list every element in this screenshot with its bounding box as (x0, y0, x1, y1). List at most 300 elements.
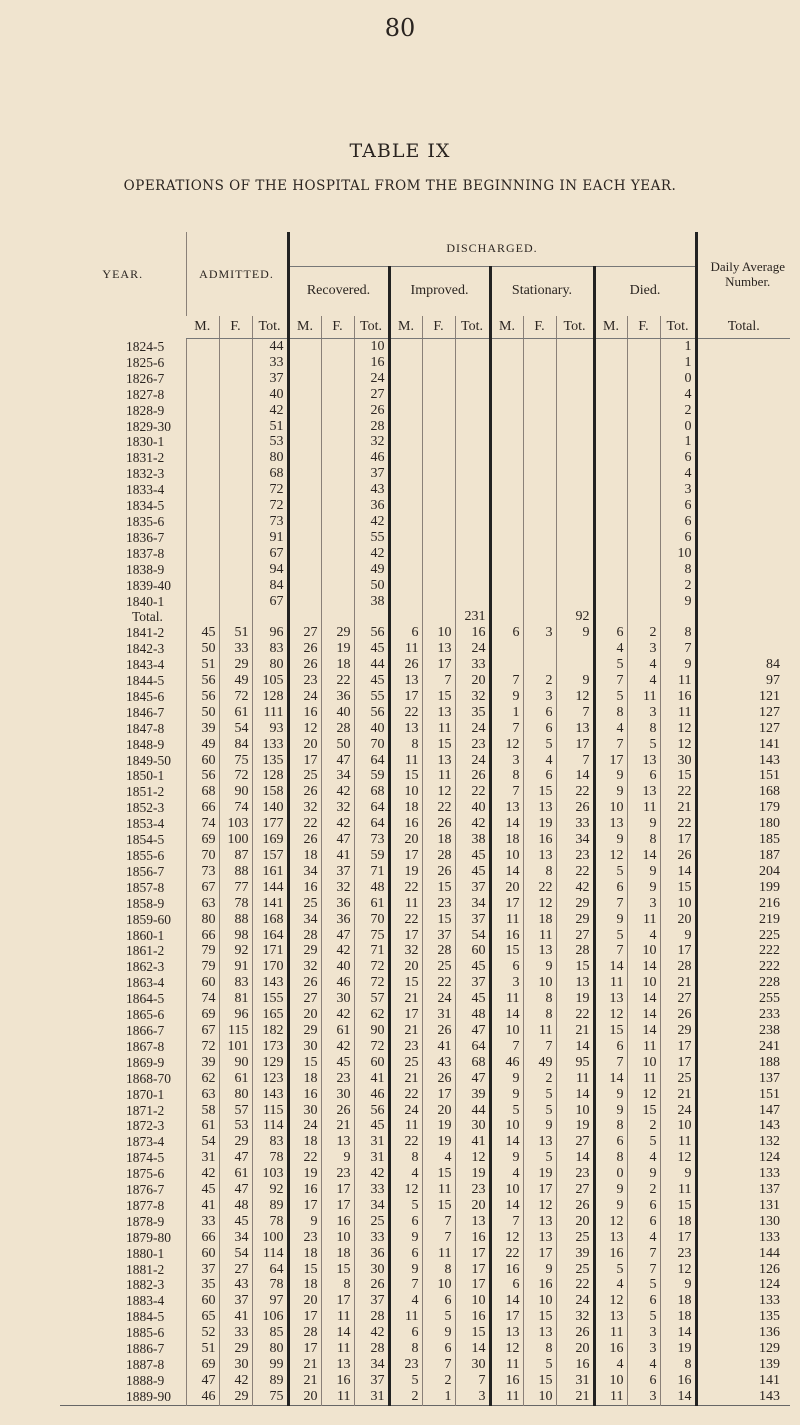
cell-admitted-tot: 40 (252, 387, 288, 403)
cell-improved-m: 20 (389, 959, 422, 975)
cell-admitted-tot: 37 (252, 371, 288, 387)
cell-stationary-f: 6 (523, 721, 556, 737)
cell-died-m: 4 (594, 641, 627, 657)
cell-improved-m (389, 562, 422, 578)
cell-daily-average: 238 (759, 1022, 780, 1038)
cell-improved-m: 5 (389, 1198, 422, 1214)
cell-recovered-f: 21 (321, 1118, 354, 1134)
cell-died-m: 11 (594, 1389, 627, 1405)
cell-daily-average: 241 (759, 1038, 780, 1054)
cell-improved-f: 41 (422, 1039, 455, 1055)
cell-recovered-f: 18 (321, 657, 354, 673)
cell-died-f: 5 (627, 1134, 660, 1150)
cell-improved-tot: 47 (455, 1071, 490, 1087)
cell-died-tot: 12 (660, 1262, 696, 1278)
cell-died-m: 14 (594, 1071, 627, 1087)
cell-died-f: 14 (627, 959, 660, 975)
cell-died-tot: 17 (660, 1055, 696, 1071)
cell-improved-tot: 64 (455, 1039, 490, 1055)
cell-died-f: 5 (627, 737, 660, 753)
cell-stationary-tot: 10 (556, 1103, 594, 1119)
cell-daily-average: 151 (759, 1086, 780, 1102)
cell-recovered-m: 20 (288, 737, 321, 753)
cell-year: 1871-2 (126, 1102, 165, 1118)
header-improved-m: M. (389, 316, 422, 339)
cell-died-m: 11 (594, 975, 627, 991)
table-row (60, 943, 790, 959)
cell-recovered-f: 36 (321, 689, 354, 705)
cell-improved-f (422, 355, 455, 371)
cell-admitted-f: 103 (219, 816, 252, 832)
cell-died-m: 16 (594, 1246, 627, 1262)
cell-admitted-m: 60 (186, 975, 219, 991)
cell-stationary-tot: 13 (556, 975, 594, 991)
table-row (60, 371, 790, 387)
cell-admitted-tot: 143 (252, 1087, 288, 1103)
cell-stationary-tot: 26 (556, 1198, 594, 1214)
cell-died-f: 11 (627, 1071, 660, 1087)
cell-admitted-m (186, 466, 219, 482)
cell-improved-m: 24 (389, 1103, 422, 1119)
cell-recovered-tot: 10 (354, 339, 389, 355)
cell-died-tot: 9 (660, 1166, 696, 1182)
table-subtitle: OPERATIONS OF THE HOSPITAL FROM THE BEGINNING IN EACH YEAR. (123, 178, 677, 194)
cell-died-f (627, 450, 660, 466)
cell-stationary-tot: 27 (556, 928, 594, 944)
header-recovered-tot: Tot. (354, 316, 389, 339)
table-row (60, 880, 790, 896)
table-row (60, 1277, 790, 1293)
cell-admitted-tot: 128 (252, 768, 288, 784)
cell-recovered-tot: 68 (354, 784, 389, 800)
cell-admitted-tot: 78 (252, 1214, 288, 1230)
cell-died-tot: 6 (660, 514, 696, 530)
table-row (60, 832, 790, 848)
cell-stationary-tot: 29 (556, 912, 594, 928)
cell-died-tot: 9 (660, 594, 696, 610)
cell-improved-f: 15 (422, 689, 455, 705)
cell-stationary-m: 14 (490, 1007, 523, 1023)
table-row (60, 355, 790, 371)
cell-recovered-tot: 31 (354, 1134, 389, 1150)
table-row (60, 482, 790, 498)
cell-recovered-m: 18 (288, 1071, 321, 1087)
cell-daily-average: 225 (759, 927, 780, 943)
cell-recovered-f: 47 (321, 928, 354, 944)
cell-year: 1875-6 (126, 1166, 165, 1182)
cell-died-m: 12 (594, 848, 627, 864)
cell-died-f: 5 (627, 1309, 660, 1325)
cell-died-m (594, 466, 627, 482)
cell-died-m: 5 (594, 689, 627, 705)
cell-died-f: 6 (627, 1293, 660, 1309)
cell-stationary-m (490, 434, 523, 450)
cell-admitted-f: 77 (219, 880, 252, 896)
cell-improved-f: 15 (422, 1166, 455, 1182)
cell-stationary-tot: 22 (556, 1007, 594, 1023)
cell-died-f: 13 (627, 753, 660, 769)
cell-improved-m: 21 (389, 1071, 422, 1087)
cell-year: 1888-9 (126, 1372, 165, 1388)
cell-died-tot: 6 (660, 450, 696, 466)
cell-improved-f: 28 (422, 848, 455, 864)
cell-died-f (627, 371, 660, 387)
cell-improved-tot: 42 (455, 816, 490, 832)
cell-improved-tot (455, 546, 490, 562)
cell-improved-f: 19 (422, 1134, 455, 1150)
cell-admitted-f: 43 (219, 1277, 252, 1293)
table-row (60, 1103, 790, 1119)
cell-stationary-tot: 42 (556, 880, 594, 896)
cell-stationary-m (490, 641, 523, 657)
cell-recovered-m: 23 (288, 673, 321, 689)
cell-improved-tot (455, 482, 490, 498)
cell-died-m (594, 498, 627, 514)
cell-stationary-m: 10 (490, 1023, 523, 1039)
cell-admitted-tot: 91 (252, 530, 288, 546)
cell-died-f: 3 (627, 705, 660, 721)
cell-stationary-m: 10 (490, 1182, 523, 1198)
header-admitted-m: M. (186, 316, 219, 339)
cell-admitted-m: 58 (186, 1103, 219, 1119)
cell-stationary-f (523, 514, 556, 530)
cell-year: 1866-7 (126, 1022, 165, 1038)
cell-stationary-f: 15 (523, 784, 556, 800)
cell-died-f: 5 (627, 1277, 660, 1293)
cell-stationary-f: 18 (523, 912, 556, 928)
cell-recovered-m: 9 (288, 1214, 321, 1230)
cell-died-tot: 22 (660, 816, 696, 832)
cell-admitted-f: 30 (219, 1357, 252, 1373)
cell-improved-tot: 47 (455, 1023, 490, 1039)
cell-stationary-m (490, 498, 523, 514)
cell-recovered-m: 34 (288, 912, 321, 928)
cell-stationary-m (490, 387, 523, 403)
table-row (60, 514, 790, 530)
cell-recovered-f (321, 466, 354, 482)
table-row (60, 1389, 790, 1405)
cell-recovered-tot: 36 (354, 498, 389, 514)
cell-improved-m: 15 (389, 768, 422, 784)
cell-admitted-m: 60 (186, 1293, 219, 1309)
cell-died-f: 6 (627, 1214, 660, 1230)
cell-admitted-f: 61 (219, 1071, 252, 1087)
cell-died-f: 2 (627, 1182, 660, 1198)
cell-admitted-m: 56 (186, 768, 219, 784)
cell-recovered-f: 11 (321, 1341, 354, 1357)
cell-admitted-tot: 170 (252, 959, 288, 975)
cell-daily-average (696, 498, 790, 514)
table-row (60, 578, 790, 594)
cell-stationary-f: 13 (523, 1214, 556, 1230)
cell-recovered-m: 17 (288, 753, 321, 769)
cell-died-f (627, 419, 660, 435)
cell-admitted-m: 50 (186, 641, 219, 657)
cell-recovered-f: 30 (321, 1087, 354, 1103)
cell-admitted-tot: 114 (252, 1118, 288, 1134)
cell-stationary-f (523, 403, 556, 419)
cell-improved-f: 15 (422, 1198, 455, 1214)
cell-recovered-tot: 28 (354, 1309, 389, 1325)
cell-year: 1839-40 (126, 577, 171, 593)
cell-stationary-f: 11 (523, 1023, 556, 1039)
cell-improved-f: 5 (422, 1309, 455, 1325)
cell-stationary-tot: 92 (556, 609, 594, 625)
cell-recovered-m: 16 (288, 1087, 321, 1103)
cell-stationary-f: 3 (523, 689, 556, 705)
cell-stationary-f: 12 (523, 1198, 556, 1214)
cell-died-f (627, 355, 660, 371)
cell-died-tot: 23 (660, 1246, 696, 1262)
cell-admitted-m (186, 419, 219, 435)
cell-daily-average: 222 (759, 959, 780, 975)
cell-admitted-m: 63 (186, 1087, 219, 1103)
cell-admitted-f: 101 (219, 1039, 252, 1055)
cell-admitted-m: 60 (186, 1246, 219, 1262)
cell-died-f: 14 (627, 1023, 660, 1039)
table-body (60, 339, 790, 1406)
cell-daily-average: 133 (759, 1229, 780, 1245)
cell-recovered-tot: 55 (354, 530, 389, 546)
cell-recovered-tot: 64 (354, 816, 389, 832)
table-row (60, 1150, 790, 1166)
cell-died-tot: 11 (660, 1182, 696, 1198)
cell-year: 1831-2 (126, 450, 165, 466)
cell-died-m: 8 (594, 1150, 627, 1166)
cell-admitted-f: 41 (219, 1309, 252, 1325)
table-row (60, 1357, 790, 1373)
cell-stationary-tot (556, 371, 594, 387)
cell-stationary-tot (556, 530, 594, 546)
cell-improved-m: 7 (389, 1277, 422, 1293)
cell-recovered-f (321, 530, 354, 546)
cell-died-f: 6 (627, 768, 660, 784)
cell-stationary-f: 9 (523, 1262, 556, 1278)
cell-died-m: 17 (594, 753, 627, 769)
cell-stationary-tot: 17 (556, 737, 594, 753)
cell-admitted-m (186, 387, 219, 403)
header-stationary-tot: Tot. (556, 316, 594, 339)
table-row (60, 753, 790, 769)
cell-died-f: 4 (627, 673, 660, 689)
cell-admitted-tot: 83 (252, 1134, 288, 1150)
cell-recovered-tot: 72 (354, 1039, 389, 1055)
cell-stationary-tot: 26 (556, 1325, 594, 1341)
cell-died-f: 3 (627, 896, 660, 912)
cell-recovered-m (288, 562, 321, 578)
table-row (60, 784, 790, 800)
header-discharged: DISCHARGED. (288, 232, 696, 266)
cell-admitted-m: 54 (186, 1134, 219, 1150)
cell-recovered-m: 17 (288, 1198, 321, 1214)
cell-died-m (594, 450, 627, 466)
cell-year: Total. (132, 609, 163, 625)
cell-recovered-f: 9 (321, 1150, 354, 1166)
cell-improved-f: 11 (422, 768, 455, 784)
cell-recovered-tot: 26 (354, 1277, 389, 1293)
cell-stationary-tot: 20 (556, 1214, 594, 1230)
cell-died-f: 6 (627, 1198, 660, 1214)
cell-admitted-f: 78 (219, 896, 252, 912)
cell-improved-m (389, 371, 422, 387)
cell-recovered-tot: 34 (354, 1198, 389, 1214)
cell-admitted-tot: 164 (252, 928, 288, 944)
cell-admitted-f: 61 (219, 705, 252, 721)
cell-improved-m: 2 (389, 1389, 422, 1405)
cell-improved-m: 20 (389, 832, 422, 848)
cell-recovered-m (288, 371, 321, 387)
cell-improved-m: 25 (389, 1055, 422, 1071)
cell-recovered-f (321, 562, 354, 578)
cell-admitted-tot: 72 (252, 498, 288, 514)
cell-daily-average: 168 (759, 784, 780, 800)
cell-admitted-f: 88 (219, 864, 252, 880)
cell-admitted-m: 50 (186, 705, 219, 721)
cell-admitted-m: 79 (186, 943, 219, 959)
cell-stationary-m (490, 546, 523, 562)
cell-recovered-tot: 33 (354, 1182, 389, 1198)
cell-recovered-m: 15 (288, 1262, 321, 1278)
cell-year: 1836-7 (126, 529, 165, 545)
table-row (60, 1341, 790, 1357)
cell-admitted-m: 52 (186, 1325, 219, 1341)
cell-recovered-tot: 42 (354, 1325, 389, 1341)
cell-stationary-m: 9 (490, 1150, 523, 1166)
cell-died-f: 3 (627, 1325, 660, 1341)
cell-stationary-tot (556, 450, 594, 466)
cell-stationary-f (523, 355, 556, 371)
table-row (60, 594, 790, 610)
cell-recovered-m: 27 (288, 625, 321, 641)
cell-year: 1870-1 (126, 1086, 165, 1102)
cell-stationary-f: 19 (523, 1166, 556, 1182)
cell-admitted-f: 87 (219, 848, 252, 864)
cell-admitted-tot: 155 (252, 991, 288, 1007)
table-row (60, 434, 790, 450)
cell-died-f (627, 466, 660, 482)
cell-died-tot: 7 (660, 641, 696, 657)
cell-died-m (594, 419, 627, 435)
cell-stationary-tot: 25 (556, 1230, 594, 1246)
cell-admitted-tot: 106 (252, 1309, 288, 1325)
cell-admitted-f (219, 594, 252, 610)
cell-recovered-tot: 44 (354, 657, 389, 673)
cell-admitted-f: 29 (219, 1389, 252, 1405)
cell-admitted-f: 61 (219, 1166, 252, 1182)
cell-died-f: 10 (627, 975, 660, 991)
cell-stationary-m (490, 450, 523, 466)
cell-recovered-tot: 42 (354, 1166, 389, 1182)
cell-admitted-tot: 157 (252, 848, 288, 864)
cell-recovered-f: 19 (321, 641, 354, 657)
cell-stationary-f: 8 (523, 1341, 556, 1357)
cell-admitted-f (219, 609, 252, 625)
cell-died-tot: 16 (660, 1373, 696, 1389)
cell-died-tot: 8 (660, 625, 696, 641)
cell-improved-f (422, 578, 455, 594)
cell-improved-tot (455, 403, 490, 419)
cell-improved-f: 13 (422, 753, 455, 769)
cell-year: 1835-6 (126, 513, 165, 529)
cell-stationary-f: 16 (523, 832, 556, 848)
cell-died-f: 4 (627, 1150, 660, 1166)
cell-daily-average: 228 (759, 975, 780, 991)
cell-recovered-f: 36 (321, 912, 354, 928)
cell-stationary-tot: 16 (556, 1357, 594, 1373)
cell-improved-tot: 12 (455, 1150, 490, 1166)
cell-daily-average: 97 (766, 673, 780, 689)
cell-died-tot: 1 (660, 339, 696, 355)
header-admitted: ADMITTED. (186, 232, 288, 316)
cell-daily-average (696, 482, 790, 498)
cell-daily-average (696, 641, 790, 657)
table-row (60, 1118, 790, 1134)
cell-recovered-m: 19 (288, 1166, 321, 1182)
cell-improved-tot: 35 (455, 705, 490, 721)
cell-died-f: 11 (627, 1039, 660, 1055)
cell-year: 1848-9 (126, 736, 165, 752)
cell-recovered-tot: 31 (354, 1389, 389, 1405)
cell-improved-m: 22 (389, 1087, 422, 1103)
cell-admitted-tot: 73 (252, 514, 288, 530)
cell-died-tot: 18 (660, 1293, 696, 1309)
table-row (60, 450, 790, 466)
cell-admitted-m: 33 (186, 1214, 219, 1230)
cell-admitted-f (219, 530, 252, 546)
cell-recovered-m: 18 (288, 848, 321, 864)
cell-stationary-m: 10 (490, 848, 523, 864)
cell-improved-f: 26 (422, 1071, 455, 1087)
cell-died-m (594, 578, 627, 594)
cell-stationary-tot: 19 (556, 991, 594, 1007)
cell-died-f: 11 (627, 689, 660, 705)
cell-stationary-f (523, 339, 556, 355)
cell-recovered-tot: 34 (354, 1357, 389, 1373)
cell-improved-m (389, 419, 422, 435)
cell-improved-tot: 7 (455, 1373, 490, 1389)
cell-improved-tot: 37 (455, 912, 490, 928)
cell-stationary-tot: 20 (556, 1341, 594, 1357)
cell-improved-f: 15 (422, 737, 455, 753)
cell-recovered-m (288, 419, 321, 435)
cell-improved-tot: 24 (455, 753, 490, 769)
cell-stationary-tot (556, 466, 594, 482)
cell-recovered-m: 20 (288, 1293, 321, 1309)
cell-stationary-tot: 27 (556, 1134, 594, 1150)
cell-daily-average (696, 594, 790, 610)
header-stationary-m: M. (490, 316, 523, 339)
cell-daily-average: 188 (759, 1054, 780, 1070)
cell-recovered-f (321, 387, 354, 403)
cell-recovered-m: 20 (288, 1007, 321, 1023)
cell-stationary-f: 7 (523, 1039, 556, 1055)
cell-improved-f: 23 (422, 896, 455, 912)
cell-daily-average: 121 (759, 688, 780, 704)
cell-recovered-f: 23 (321, 1071, 354, 1087)
cell-died-m (594, 434, 627, 450)
cell-stationary-f (523, 594, 556, 610)
cell-admitted-tot: 128 (252, 689, 288, 705)
cell-improved-m: 11 (389, 1309, 422, 1325)
cell-died-m: 5 (594, 928, 627, 944)
cell-stationary-m: 7 (490, 1214, 523, 1230)
cell-daily-average: 124 (759, 1150, 780, 1166)
cell-admitted-tot: 161 (252, 864, 288, 880)
cell-recovered-m: 18 (288, 1134, 321, 1150)
cell-daily-average (696, 419, 790, 435)
cell-admitted-f: 49 (219, 673, 252, 689)
cell-admitted-m (186, 482, 219, 498)
